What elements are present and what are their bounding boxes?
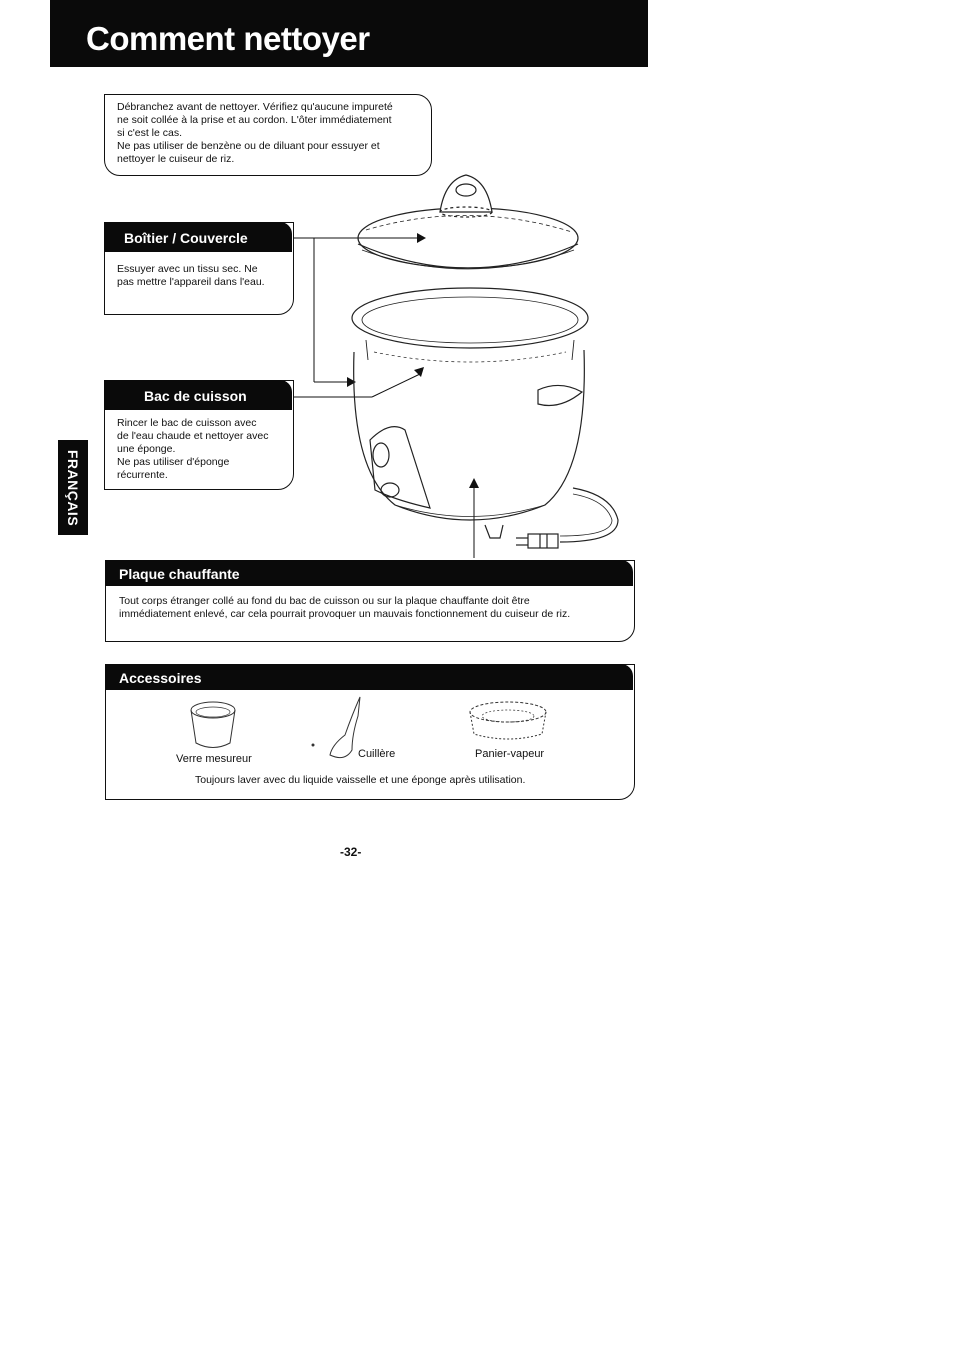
measuring-cup-icon — [191, 702, 235, 748]
language-tab-label: FRANÇAIS — [65, 449, 81, 526]
page-title: Comment nettoyer — [86, 20, 370, 57]
bac-text: Rincer le bac de cuisson avec de l'eau chaude et nettoyer avec une éponge. Ne pas utiliser d'éponge récurrente. — [117, 417, 269, 481]
warning-text: Débranchez avant de nettoyer. Vérifiez qu'aucune impureté ne soit collée à la prise et au cordon. L'ôter immédiatement si c'est le cas. Ne pas utiliser de benzène ou de diluant pour essuyer et nettoyer le cuiseur de riz. — [117, 101, 393, 165]
boitier-title: Boîtier / Couvercle — [124, 230, 248, 246]
accessoires-note: Toujours laver avec du liquide vaisselle et une éponge après utilisation. — [195, 774, 526, 786]
accessory-label-cuillere: Cuillère — [358, 748, 396, 760]
page-number: -32- — [340, 845, 362, 859]
steam-basket-icon — [470, 702, 546, 739]
plaque-title: Plaque chauffante — [119, 566, 240, 582]
plaque-text: Tout corps étranger collé au fond du bac de cuisson ou sur la plaque chauffante doit être immédiatement enlevé, car cela pourrait provoquer un mauvais fonctionnement du cuiseur de riz. — [119, 595, 571, 620]
accessory-label-verre: Verre mesureur — [176, 753, 252, 765]
bac-title: Bac de cuisson — [144, 388, 247, 404]
spoon-icon — [312, 697, 360, 758]
accessory-label-panier: Panier-vapeur — [475, 748, 545, 760]
accessoires-title: Accessoires — [119, 670, 202, 686]
boitier-text: Essuyer avec un tissu sec. Ne pas mettre l'appareil dans l'eau. — [117, 263, 265, 288]
